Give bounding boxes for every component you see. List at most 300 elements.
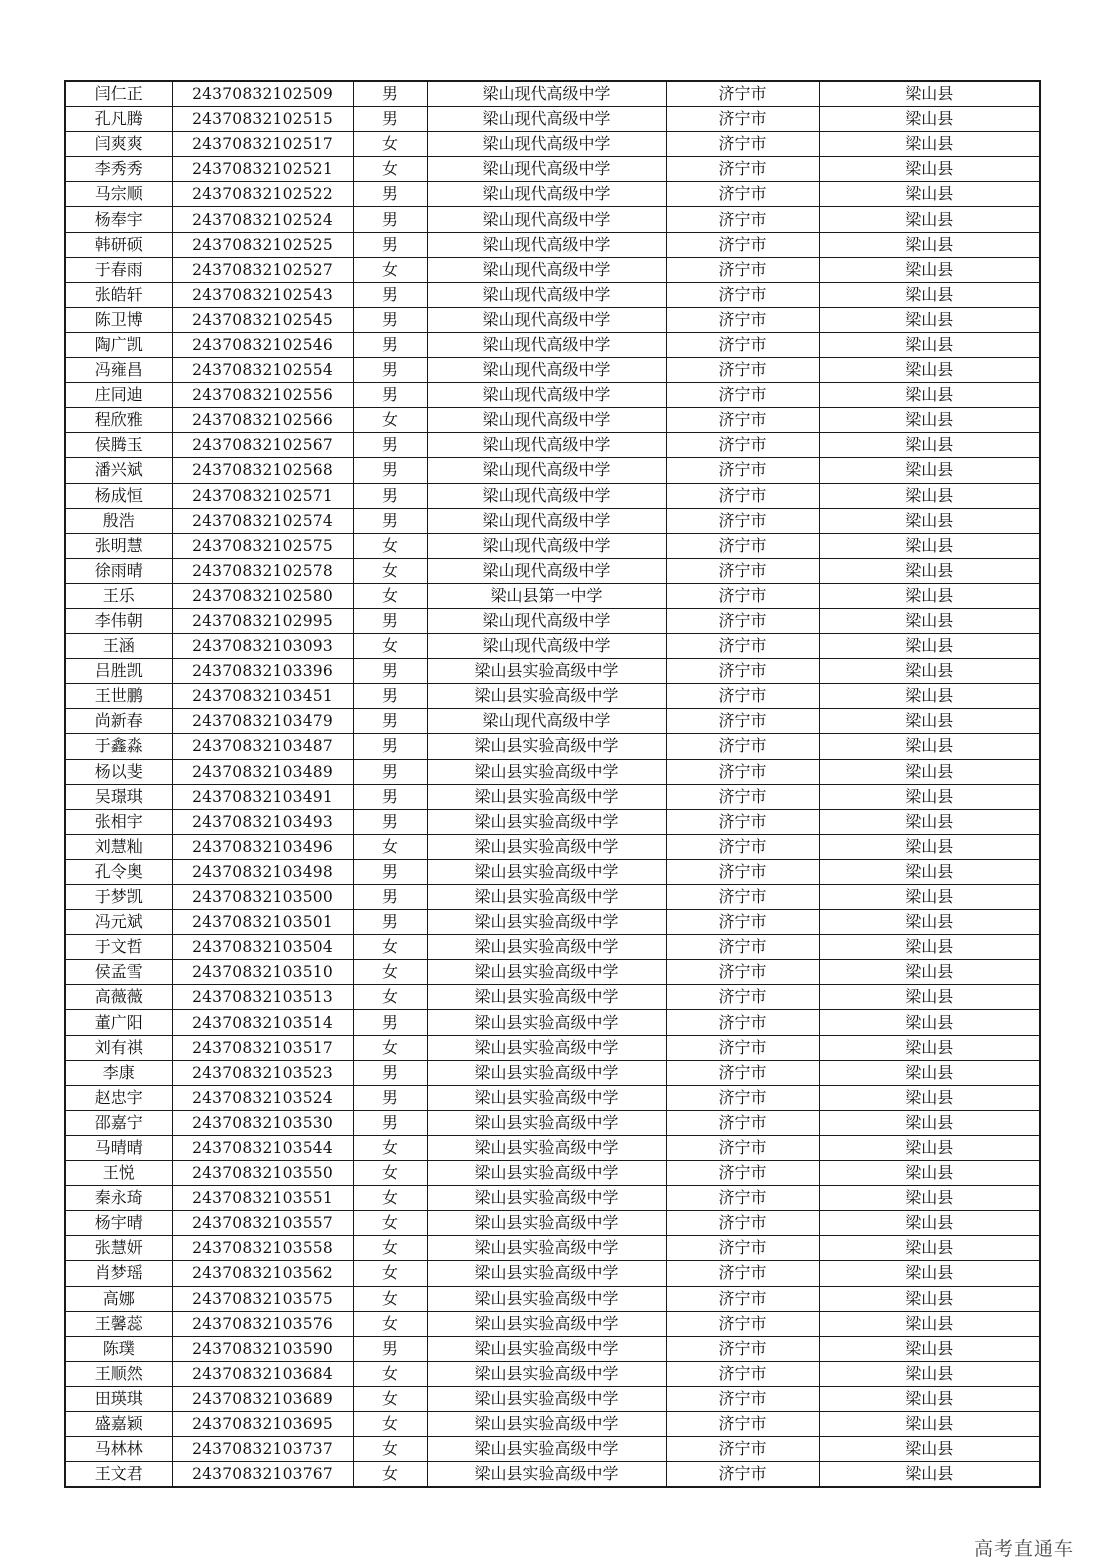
city-cell: 济宁市 <box>666 1386 819 1411</box>
county-cell: 梁山县 <box>819 583 1040 608</box>
school-cell: 梁山县实验高级中学 <box>427 1060 666 1085</box>
county-cell: 梁山县 <box>819 1236 1040 1261</box>
exam-id-cell: 24370832102517 <box>172 132 353 157</box>
city-cell: 济宁市 <box>666 960 819 985</box>
city-cell: 济宁市 <box>666 483 819 508</box>
city-cell: 济宁市 <box>666 533 819 558</box>
city-cell: 济宁市 <box>666 784 819 809</box>
city-cell: 济宁市 <box>666 558 819 583</box>
city-cell: 济宁市 <box>666 207 819 232</box>
exam-id-cell: 24370832103530 <box>172 1110 353 1135</box>
school-cell: 梁山现代高级中学 <box>427 81 666 107</box>
gender-cell: 女 <box>353 1311 427 1336</box>
student-name-cell: 秦永琦 <box>65 1186 172 1211</box>
gender-cell: 女 <box>353 1261 427 1286</box>
county-cell: 梁山县 <box>819 433 1040 458</box>
student-name-cell: 于春雨 <box>65 257 172 282</box>
county-cell: 梁山县 <box>819 81 1040 107</box>
exam-id-cell: 24370832103513 <box>172 985 353 1010</box>
table-row <box>65 508 1040 533</box>
city-cell: 济宁市 <box>666 885 819 910</box>
school-cell: 梁山现代高级中学 <box>427 608 666 633</box>
student-name-cell: 殷浩 <box>65 508 172 533</box>
school-cell: 梁山县实验高级中学 <box>427 1085 666 1110</box>
exam-id-cell: 24370832102509 <box>172 81 353 107</box>
school-cell: 梁山县实验高级中学 <box>427 1035 666 1060</box>
exam-id-cell: 24370832102556 <box>172 383 353 408</box>
city-cell: 济宁市 <box>666 1135 819 1160</box>
exam-id-cell: 24370832102566 <box>172 408 353 433</box>
exam-id-cell: 24370832102515 <box>172 107 353 132</box>
gender-cell: 男 <box>353 784 427 809</box>
city-cell: 济宁市 <box>666 759 819 784</box>
county-cell: 梁山县 <box>819 910 1040 935</box>
table-row <box>65 885 1040 910</box>
county-cell: 梁山县 <box>819 734 1040 759</box>
table-row <box>65 332 1040 357</box>
city-cell: 济宁市 <box>666 458 819 483</box>
county-cell: 梁山县 <box>819 1361 1040 1386</box>
county-cell: 梁山县 <box>819 1411 1040 1436</box>
student-name-cell: 杨以斐 <box>65 759 172 784</box>
table-row <box>65 1110 1040 1135</box>
table-row <box>65 809 1040 834</box>
county-cell: 梁山县 <box>819 1135 1040 1160</box>
school-cell: 梁山现代高级中学 <box>427 307 666 332</box>
county-cell: 梁山县 <box>819 935 1040 960</box>
table-row <box>65 684 1040 709</box>
county-cell: 梁山县 <box>819 132 1040 157</box>
gender-cell: 男 <box>353 885 427 910</box>
exam-id-cell: 24370832103500 <box>172 885 353 910</box>
table-row <box>65 408 1040 433</box>
exam-id-cell: 24370832103479 <box>172 709 353 734</box>
school-cell: 梁山县实验高级中学 <box>427 1261 666 1286</box>
county-cell: 梁山县 <box>819 1186 1040 1211</box>
table-row <box>65 734 1040 759</box>
school-cell: 梁山现代高级中学 <box>427 709 666 734</box>
city-cell: 济宁市 <box>666 1437 819 1462</box>
exam-id-cell: 24370832103517 <box>172 1035 353 1060</box>
city-cell: 济宁市 <box>666 1060 819 1085</box>
gender-cell: 女 <box>353 1211 427 1236</box>
student-name-cell: 吕胜凯 <box>65 659 172 684</box>
table-row <box>65 1135 1040 1160</box>
city-cell: 济宁市 <box>666 1085 819 1110</box>
student-name-cell: 马晴晴 <box>65 1135 172 1160</box>
gender-cell: 男 <box>353 508 427 533</box>
school-cell: 梁山县实验高级中学 <box>427 935 666 960</box>
school-cell: 梁山县实验高级中学 <box>427 1110 666 1135</box>
gender-cell: 男 <box>353 1110 427 1135</box>
city-cell: 济宁市 <box>666 684 819 709</box>
county-cell: 梁山县 <box>819 1211 1040 1236</box>
city-cell: 济宁市 <box>666 257 819 282</box>
student-name-cell: 杨成恒 <box>65 483 172 508</box>
gender-cell: 女 <box>353 935 427 960</box>
exam-id-cell: 24370832103524 <box>172 1085 353 1110</box>
gender-cell: 女 <box>353 157 427 182</box>
county-cell: 梁山县 <box>819 1035 1040 1060</box>
student-name-cell: 尚新春 <box>65 709 172 734</box>
gender-cell: 男 <box>353 307 427 332</box>
school-cell: 梁山现代高级中学 <box>427 157 666 182</box>
gender-cell: 男 <box>353 910 427 935</box>
city-cell: 济宁市 <box>666 358 819 383</box>
student-name-cell: 庄同迪 <box>65 383 172 408</box>
city-cell: 济宁市 <box>666 182 819 207</box>
table-row <box>65 1311 1040 1336</box>
table-row <box>65 282 1040 307</box>
table-row <box>65 1286 1040 1311</box>
city-cell: 济宁市 <box>666 834 819 859</box>
student-name-cell: 于梦凯 <box>65 885 172 910</box>
gender-cell: 女 <box>353 558 427 583</box>
school-cell: 梁山县实验高级中学 <box>427 859 666 884</box>
city-cell: 济宁市 <box>666 1161 819 1186</box>
table-row <box>65 935 1040 960</box>
gender-cell: 女 <box>353 634 427 659</box>
table-row <box>65 709 1040 734</box>
student-name-cell: 韩研硕 <box>65 232 172 257</box>
school-cell: 梁山县实验高级中学 <box>427 1336 666 1361</box>
student-name-cell: 侯腾玉 <box>65 433 172 458</box>
gender-cell: 女 <box>353 1286 427 1311</box>
county-cell: 梁山县 <box>819 1010 1040 1035</box>
county-cell: 梁山县 <box>819 1286 1040 1311</box>
exam-id-cell: 24370832103562 <box>172 1261 353 1286</box>
table-row <box>65 383 1040 408</box>
table-row <box>65 533 1040 558</box>
table-row <box>65 1010 1040 1035</box>
student-name-cell: 冯元斌 <box>65 910 172 935</box>
gender-cell: 男 <box>353 1010 427 1035</box>
table-row <box>65 759 1040 784</box>
table-row <box>65 1211 1040 1236</box>
school-cell: 梁山县实验高级中学 <box>427 659 666 684</box>
county-cell: 梁山县 <box>819 1336 1040 1361</box>
city-cell: 济宁市 <box>666 1261 819 1286</box>
student-name-cell: 王顺然 <box>65 1361 172 1386</box>
school-cell: 梁山现代高级中学 <box>427 207 666 232</box>
student-name-cell: 张慧妍 <box>65 1236 172 1261</box>
gender-cell: 女 <box>353 132 427 157</box>
table-row <box>65 784 1040 809</box>
exam-id-cell: 24370832103575 <box>172 1286 353 1311</box>
county-cell: 梁山县 <box>819 282 1040 307</box>
school-cell: 梁山现代高级中学 <box>427 182 666 207</box>
exam-id-cell: 24370832102578 <box>172 558 353 583</box>
county-cell: 梁山县 <box>819 659 1040 684</box>
city-cell: 济宁市 <box>666 1035 819 1060</box>
student-name-cell: 杨宇晴 <box>65 1211 172 1236</box>
city-cell: 济宁市 <box>666 1361 819 1386</box>
school-cell: 梁山县实验高级中学 <box>427 1010 666 1035</box>
city-cell: 济宁市 <box>666 307 819 332</box>
table-row <box>65 1336 1040 1361</box>
gender-cell: 男 <box>353 433 427 458</box>
gender-cell: 女 <box>353 257 427 282</box>
city-cell: 济宁市 <box>666 809 819 834</box>
school-cell: 梁山现代高级中学 <box>427 483 666 508</box>
county-cell: 梁山县 <box>819 508 1040 533</box>
gender-cell: 男 <box>353 734 427 759</box>
county-cell: 梁山县 <box>819 960 1040 985</box>
gender-cell: 女 <box>353 1186 427 1211</box>
table-row <box>65 182 1040 207</box>
exam-id-cell: 24370832103689 <box>172 1386 353 1411</box>
student-name-cell: 张明慧 <box>65 533 172 558</box>
exam-id-cell: 24370832102574 <box>172 508 353 533</box>
table-row <box>65 483 1040 508</box>
student-name-cell: 李康 <box>65 1060 172 1085</box>
roster-body <box>65 81 1040 1487</box>
school-cell: 梁山现代高级中学 <box>427 107 666 132</box>
student-name-cell: 孔凡腾 <box>65 107 172 132</box>
table-row <box>65 985 1040 1010</box>
student-name-cell: 肖梦瑶 <box>65 1261 172 1286</box>
city-cell: 济宁市 <box>666 1311 819 1336</box>
table-row <box>65 1361 1040 1386</box>
table-row <box>65 1411 1040 1436</box>
table-row <box>65 157 1040 182</box>
student-name-cell: 盛嘉颖 <box>65 1411 172 1436</box>
exam-id-cell: 24370832103590 <box>172 1336 353 1361</box>
student-name-cell: 闫仁正 <box>65 81 172 107</box>
exam-id-cell: 24370832102575 <box>172 533 353 558</box>
school-cell: 梁山县实验高级中学 <box>427 1411 666 1436</box>
gender-cell: 女 <box>353 1411 427 1436</box>
exam-id-cell: 24370832103514 <box>172 1010 353 1035</box>
table-row <box>65 1161 1040 1186</box>
gender-cell: 女 <box>353 583 427 608</box>
gender-cell: 女 <box>353 985 427 1010</box>
city-cell: 济宁市 <box>666 332 819 357</box>
school-cell: 梁山县实验高级中学 <box>427 734 666 759</box>
exam-id-cell: 24370832102525 <box>172 232 353 257</box>
county-cell: 梁山县 <box>819 1462 1040 1488</box>
school-cell: 梁山现代高级中学 <box>427 132 666 157</box>
table-row <box>65 1236 1040 1261</box>
city-cell: 济宁市 <box>666 985 819 1010</box>
school-cell: 梁山现代高级中学 <box>427 408 666 433</box>
county-cell: 梁山县 <box>819 533 1040 558</box>
table-row <box>65 659 1040 684</box>
student-name-cell: 刘慧籼 <box>65 834 172 859</box>
school-cell: 梁山现代高级中学 <box>427 232 666 257</box>
student-name-cell: 徐雨晴 <box>65 558 172 583</box>
table-row <box>65 834 1040 859</box>
city-cell: 济宁市 <box>666 734 819 759</box>
gender-cell: 女 <box>353 1386 427 1411</box>
city-cell: 济宁市 <box>666 157 819 182</box>
county-cell: 梁山县 <box>819 608 1040 633</box>
student-name-cell: 于文哲 <box>65 935 172 960</box>
student-name-cell: 高娜 <box>65 1286 172 1311</box>
gender-cell: 女 <box>353 533 427 558</box>
table-row <box>65 458 1040 483</box>
county-cell: 梁山县 <box>819 358 1040 383</box>
exam-id-cell: 24370832103496 <box>172 834 353 859</box>
student-name-cell: 李秀秀 <box>65 157 172 182</box>
city-cell: 济宁市 <box>666 1411 819 1436</box>
school-cell: 梁山现代高级中学 <box>427 383 666 408</box>
table-row <box>65 608 1040 633</box>
table-row <box>65 232 1040 257</box>
student-name-cell: 董广阳 <box>65 1010 172 1035</box>
gender-cell: 男 <box>353 358 427 383</box>
gender-cell: 男 <box>353 759 427 784</box>
gender-cell: 女 <box>353 834 427 859</box>
exam-id-cell: 24370832103501 <box>172 910 353 935</box>
student-name-cell: 程欣雅 <box>65 408 172 433</box>
student-name-cell: 闫爽爽 <box>65 132 172 157</box>
gender-cell: 女 <box>353 1035 427 1060</box>
exam-id-cell: 24370832102527 <box>172 257 353 282</box>
city-cell: 济宁市 <box>666 608 819 633</box>
student-name-cell: 陈卫博 <box>65 307 172 332</box>
county-cell: 梁山县 <box>819 834 1040 859</box>
county-cell: 梁山县 <box>819 1261 1040 1286</box>
county-cell: 梁山县 <box>819 1085 1040 1110</box>
school-cell: 梁山县实验高级中学 <box>427 1286 666 1311</box>
city-cell: 济宁市 <box>666 81 819 107</box>
school-cell: 梁山县实验高级中学 <box>427 1311 666 1336</box>
school-cell: 梁山现代高级中学 <box>427 458 666 483</box>
city-cell: 济宁市 <box>666 433 819 458</box>
exam-id-cell: 24370832103396 <box>172 659 353 684</box>
table-row <box>65 960 1040 985</box>
county-cell: 梁山县 <box>819 684 1040 709</box>
student-name-cell: 张皓轩 <box>65 282 172 307</box>
city-cell: 济宁市 <box>666 1462 819 1488</box>
county-cell: 梁山县 <box>819 759 1040 784</box>
gender-cell: 男 <box>353 709 427 734</box>
watermark-text: 高考直通车 <box>973 1538 1074 1560</box>
city-cell: 济宁市 <box>666 1010 819 1035</box>
county-cell: 梁山县 <box>819 307 1040 332</box>
county-cell: 梁山县 <box>819 232 1040 257</box>
school-cell: 梁山县实验高级中学 <box>427 960 666 985</box>
county-cell: 梁山县 <box>819 885 1040 910</box>
gender-cell: 男 <box>353 809 427 834</box>
student-name-cell: 陶广凯 <box>65 332 172 357</box>
school-cell: 梁山县实验高级中学 <box>427 759 666 784</box>
table-row <box>65 583 1040 608</box>
school-cell: 梁山现代高级中学 <box>427 533 666 558</box>
student-name-cell: 赵忠宇 <box>65 1085 172 1110</box>
city-cell: 济宁市 <box>666 383 819 408</box>
gender-cell: 男 <box>353 332 427 357</box>
student-name-cell: 张相宇 <box>65 809 172 834</box>
exam-id-cell: 24370832103551 <box>172 1186 353 1211</box>
school-cell: 梁山县实验高级中学 <box>427 1186 666 1211</box>
student-name-cell: 邵嘉宁 <box>65 1110 172 1135</box>
exam-id-cell: 24370832103093 <box>172 634 353 659</box>
school-cell: 梁山现代高级中学 <box>427 634 666 659</box>
city-cell: 济宁市 <box>666 583 819 608</box>
gender-cell: 男 <box>353 107 427 132</box>
county-cell: 梁山县 <box>819 207 1040 232</box>
exam-id-cell: 24370832103767 <box>172 1462 353 1488</box>
table-row <box>65 358 1040 383</box>
school-cell: 梁山现代高级中学 <box>427 558 666 583</box>
student-roster-table <box>64 80 1041 1488</box>
exam-id-cell: 24370832102568 <box>172 458 353 483</box>
table-row <box>65 107 1040 132</box>
exam-id-cell: 24370832103491 <box>172 784 353 809</box>
student-name-cell: 于鑫淼 <box>65 734 172 759</box>
school-cell: 梁山县实验高级中学 <box>427 1236 666 1261</box>
gender-cell: 男 <box>353 659 427 684</box>
county-cell: 梁山县 <box>819 859 1040 884</box>
table-row <box>65 1261 1040 1286</box>
city-cell: 济宁市 <box>666 1110 819 1135</box>
county-cell: 梁山县 <box>819 1110 1040 1135</box>
city-cell: 济宁市 <box>666 508 819 533</box>
student-name-cell: 王文君 <box>65 1462 172 1488</box>
exam-id-cell: 24370832103510 <box>172 960 353 985</box>
student-name-cell: 吴璟琪 <box>65 784 172 809</box>
gender-cell: 男 <box>353 383 427 408</box>
exam-id-cell: 24370832103684 <box>172 1361 353 1386</box>
county-cell: 梁山县 <box>819 809 1040 834</box>
exam-id-cell: 24370832102571 <box>172 483 353 508</box>
county-cell: 梁山县 <box>819 558 1040 583</box>
county-cell: 梁山县 <box>819 157 1040 182</box>
gender-cell: 男 <box>353 458 427 483</box>
table-row <box>65 1186 1040 1211</box>
city-cell: 济宁市 <box>666 282 819 307</box>
county-cell: 梁山县 <box>819 1437 1040 1462</box>
gender-cell: 男 <box>353 81 427 107</box>
gender-cell: 男 <box>353 1060 427 1085</box>
student-name-cell: 孔令奥 <box>65 859 172 884</box>
gender-cell: 男 <box>353 282 427 307</box>
student-name-cell: 王世鹏 <box>65 684 172 709</box>
school-cell: 梁山县实验高级中学 <box>427 1211 666 1236</box>
county-cell: 梁山县 <box>819 483 1040 508</box>
school-cell: 梁山县实验高级中学 <box>427 1437 666 1462</box>
exam-id-cell: 24370832103576 <box>172 1311 353 1336</box>
table-row <box>65 132 1040 157</box>
student-name-cell: 侯孟雪 <box>65 960 172 985</box>
school-cell: 梁山现代高级中学 <box>427 433 666 458</box>
exam-id-cell: 24370832103544 <box>172 1135 353 1160</box>
table-row <box>65 558 1040 583</box>
school-cell: 梁山县实验高级中学 <box>427 834 666 859</box>
gender-cell: 男 <box>353 684 427 709</box>
exam-id-cell: 24370832102545 <box>172 307 353 332</box>
school-cell: 梁山县第一中学 <box>427 583 666 608</box>
county-cell: 梁山县 <box>819 1386 1040 1411</box>
city-cell: 济宁市 <box>666 935 819 960</box>
county-cell: 梁山县 <box>819 985 1040 1010</box>
school-cell: 梁山县实验高级中学 <box>427 885 666 910</box>
student-name-cell: 高薇薇 <box>65 985 172 1010</box>
student-name-cell: 王悦 <box>65 1161 172 1186</box>
gender-cell: 女 <box>353 960 427 985</box>
table-row <box>65 910 1040 935</box>
exam-id-cell: 24370832102521 <box>172 157 353 182</box>
county-cell: 梁山县 <box>819 383 1040 408</box>
table-row <box>65 1462 1040 1488</box>
county-cell: 梁山县 <box>819 332 1040 357</box>
table-row <box>65 1386 1040 1411</box>
gender-cell: 女 <box>353 1236 427 1261</box>
school-cell: 梁山县实验高级中学 <box>427 809 666 834</box>
city-cell: 济宁市 <box>666 709 819 734</box>
